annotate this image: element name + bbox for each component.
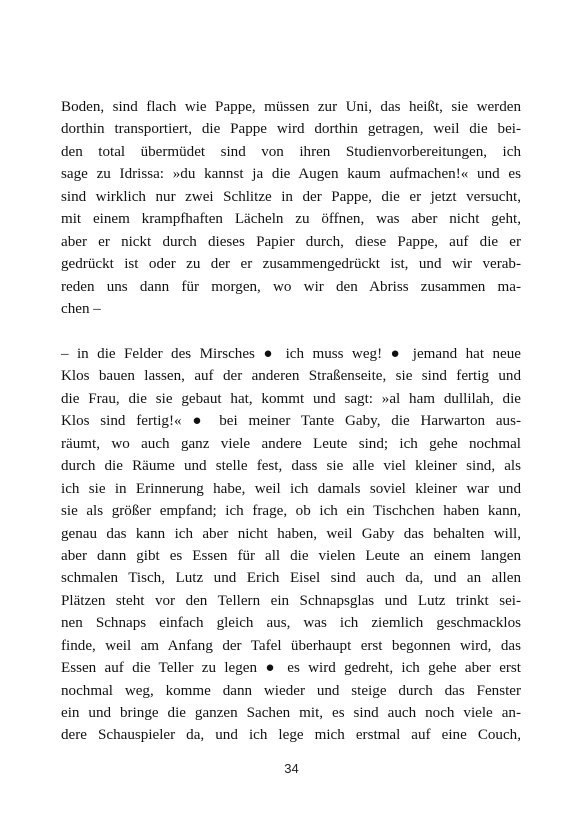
text-line: den total übermüdet sind von ihren Studienvorbereitungen, ich <box>61 143 521 160</box>
text-line: dorthin transportiert, die Pappe wird dorthin getragen, weil die bei- <box>61 121 521 138</box>
text-line: sage zu Idrissa: »du kannst ja die Augen kaum aufmachen!« und es <box>61 166 521 183</box>
text-line: nen Schnaps einfach gleich aus, was ich ziemlich geschmacklos <box>61 615 521 632</box>
text-line: ein und bringe die ganzen Sachen mit, es sind auch noch viele an- <box>61 705 521 721</box>
text-line: Boden, sind flach wie Pappe, müssen zur Uni, das heißt, sie werden <box>61 99 521 115</box>
text-line: aber er nickt durch dieses Papier durch, diese Pappe, auf die er <box>61 233 521 250</box>
text-line: – in die Felder des Mirsches ● ich muss weg! ● jemand hat neue <box>61 346 521 362</box>
text-line: räumt, wo auch ganz viele andere Leute sind; ich gehe nochmal <box>61 435 521 452</box>
paragraph-1 <box>61 96 521 320</box>
text-line: gedrückt ist oder zu der er zusammengedrückt ist, und wir verab- <box>61 256 521 273</box>
text-line: sind wirklich nur zwei Schlitze in der Pappe, die er jetzt versucht, <box>61 188 521 205</box>
text-line: Plätzen steht vor den Tellern ein Schnapsglas und Lutz trinkt sei- <box>61 592 521 609</box>
paragraph-2 <box>61 343 521 747</box>
text-line: schmalen Tisch, Lutz und Erich Eisel sind auch da, und an allen <box>61 570 521 587</box>
text-line: sie als größer empfand; ich frage, ob ich ein Tischchen haben kann, <box>61 503 521 520</box>
text-line: Klos bauen lassen, auf der anderen Straßenseite, sie sind fertig und <box>61 368 521 385</box>
text-line: genau das kann ich aber nicht haben, weil Gaby das behalten will, <box>61 525 521 542</box>
text-line: die Frau, die sie gebaut hat, kommt und sagt: »al ham dullilah, die <box>61 390 521 407</box>
text-line: Klos sind fertig!« ● bei meiner Tante Gaby, die Harwarton aus- <box>61 413 521 430</box>
text-line: finde, weil am Anfang der Tafel überhaupt erst begonnen wird, das <box>61 637 521 654</box>
text-line: nochmal weg, komme dann wieder und steige durch das Fenster <box>61 682 521 699</box>
text-line: mit einem krampfhaften Lächeln zu öffnen, was aber nicht geht, <box>61 211 521 228</box>
text-line: Essen auf die Teller zu legen ● es wird gedreht, ich gehe aber erst <box>61 660 521 677</box>
text-line: aber dann gibt es Essen für all die vielen Leute an einem langen <box>61 547 521 564</box>
text-line: reden uns dann für morgen, wo wir den Abriss zusammen ma- <box>61 278 521 295</box>
text-line: ich sie in Erinnerung habe, weil ich damals soviel kleiner war und <box>61 480 521 497</box>
text-line: chen – <box>61 300 101 317</box>
page-number: 34 <box>284 761 299 776</box>
text-line: dere Schauspieler da, und ich lege mich erstmal auf eine Couch, <box>61 727 521 744</box>
text-line: durch die Räume und stelle fest, dass sie alle viel kleiner sind, als <box>61 458 521 475</box>
